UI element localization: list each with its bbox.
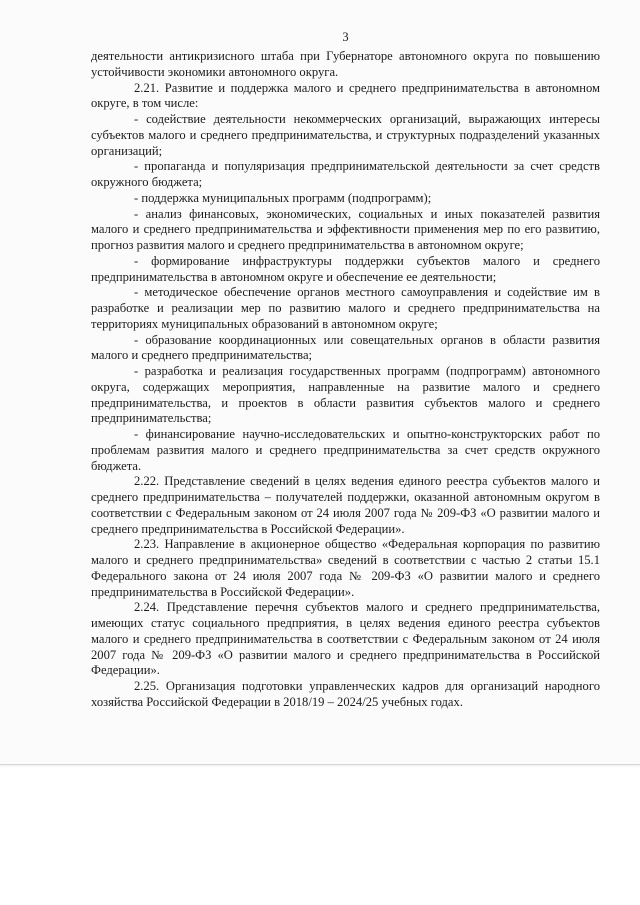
- paragraph-2-24: 2.24. Представление перечня субъектов малого и среднего предпринимательства, имеющих статус социального предприятия, в целях ведения единого реестра субъектов малого и среднего предпринимательства в соответствии с Федеральным законом от 24 июля 2007 года № 209-ФЗ «О развитии малого и среднего предпринимательства в Российской Федерации».: [91, 600, 600, 678]
- list-item: - поддержка муниципальных программ (подпрограмм);: [134, 190, 432, 205]
- page-background: [0, 765, 640, 905]
- list-item: - содействие деятельности некоммерческих организаций, выражающих интересы субъектов малого и среднего предпринимательства, и структурных подразделений указанных организаций;: [91, 112, 600, 158]
- list-item: - анализ финансовых, экономических, социальных и иных показателей развития малого и среднего предпринимательства и эффективности применения мер по его развитию, прогноз развития малого и среднего предпринимательства в автономном округе;: [91, 206, 600, 252]
- list-item: - пропаганда и популяризация предпринимательской деятельности за счет средств окружного бюджета;: [91, 159, 600, 189]
- paragraph-2-21: 2.21. Развитие и поддержка малого и среднего предпринимательства в автономном округе, в том числе:: [91, 80, 600, 111]
- list-item: - формирование инфраструктуры поддержки субъектов малого и среднего предпринимательства в автономном округе и обеспечение ее деятельности;: [91, 253, 600, 284]
- paragraph-2-25: 2.25. Организация подготовки управленческих кадров для организаций народного хозяйства Российской Федерации в 2018/19 – 2024/25 учебных годах.: [91, 679, 600, 709]
- page-number: 3: [342, 30, 349, 44]
- paragraph-continuation: деятельности антикризисного штаба при Губернаторе автономного округа по повышению устойчивости экономики автономного округа.: [91, 49, 600, 79]
- paragraph-2-22: 2.22. Представление сведений в целях ведения единого реестра субъектов малого и среднего предпринимательства – получателей поддержки, оказанной автономным округом в соответствии с Федеральным законом от 24 июля 2007 года № 209-ФЗ «О развитии малого и среднего предпринимательства в Российской Федерации».: [91, 474, 600, 536]
- list-item: - методическое обеспечение органов местного самоуправления и содействие им в разработке и реализации мер по развитию малого и среднего предпринимательства на территориях муниципальных образований в автономном округе;: [91, 285, 600, 331]
- list-item: - разработка и реализация государственных программ (подпрограмм) автономного округа, содержащих мероприятия, направленные на развитие малого и среднего предпринимательства, и проектов в области развития субъектов малого и среднего предпринимательства;: [91, 364, 600, 426]
- list-item: - финансирование научно-исследовательских и опытно-конструкторских работ по проблемам развития малого и среднего предпринимательства за счет средств окружного бюджета.: [91, 427, 600, 473]
- paragraph-2-23: 2.23. Направление в акционерное общество «Федеральная корпорация по развитию малого и среднего предпринимательства» сведений в соответствии с частью 2 статьи 15.1 Федерального закона от 24 июля 2007 года № 209-ФЗ «О развитии малого и среднего предпринимательства в Российской Федерации».: [91, 537, 600, 599]
- list-item: - образование координационных или совещательных органов в области развития малого и среднего предпринимательства;: [91, 332, 600, 363]
